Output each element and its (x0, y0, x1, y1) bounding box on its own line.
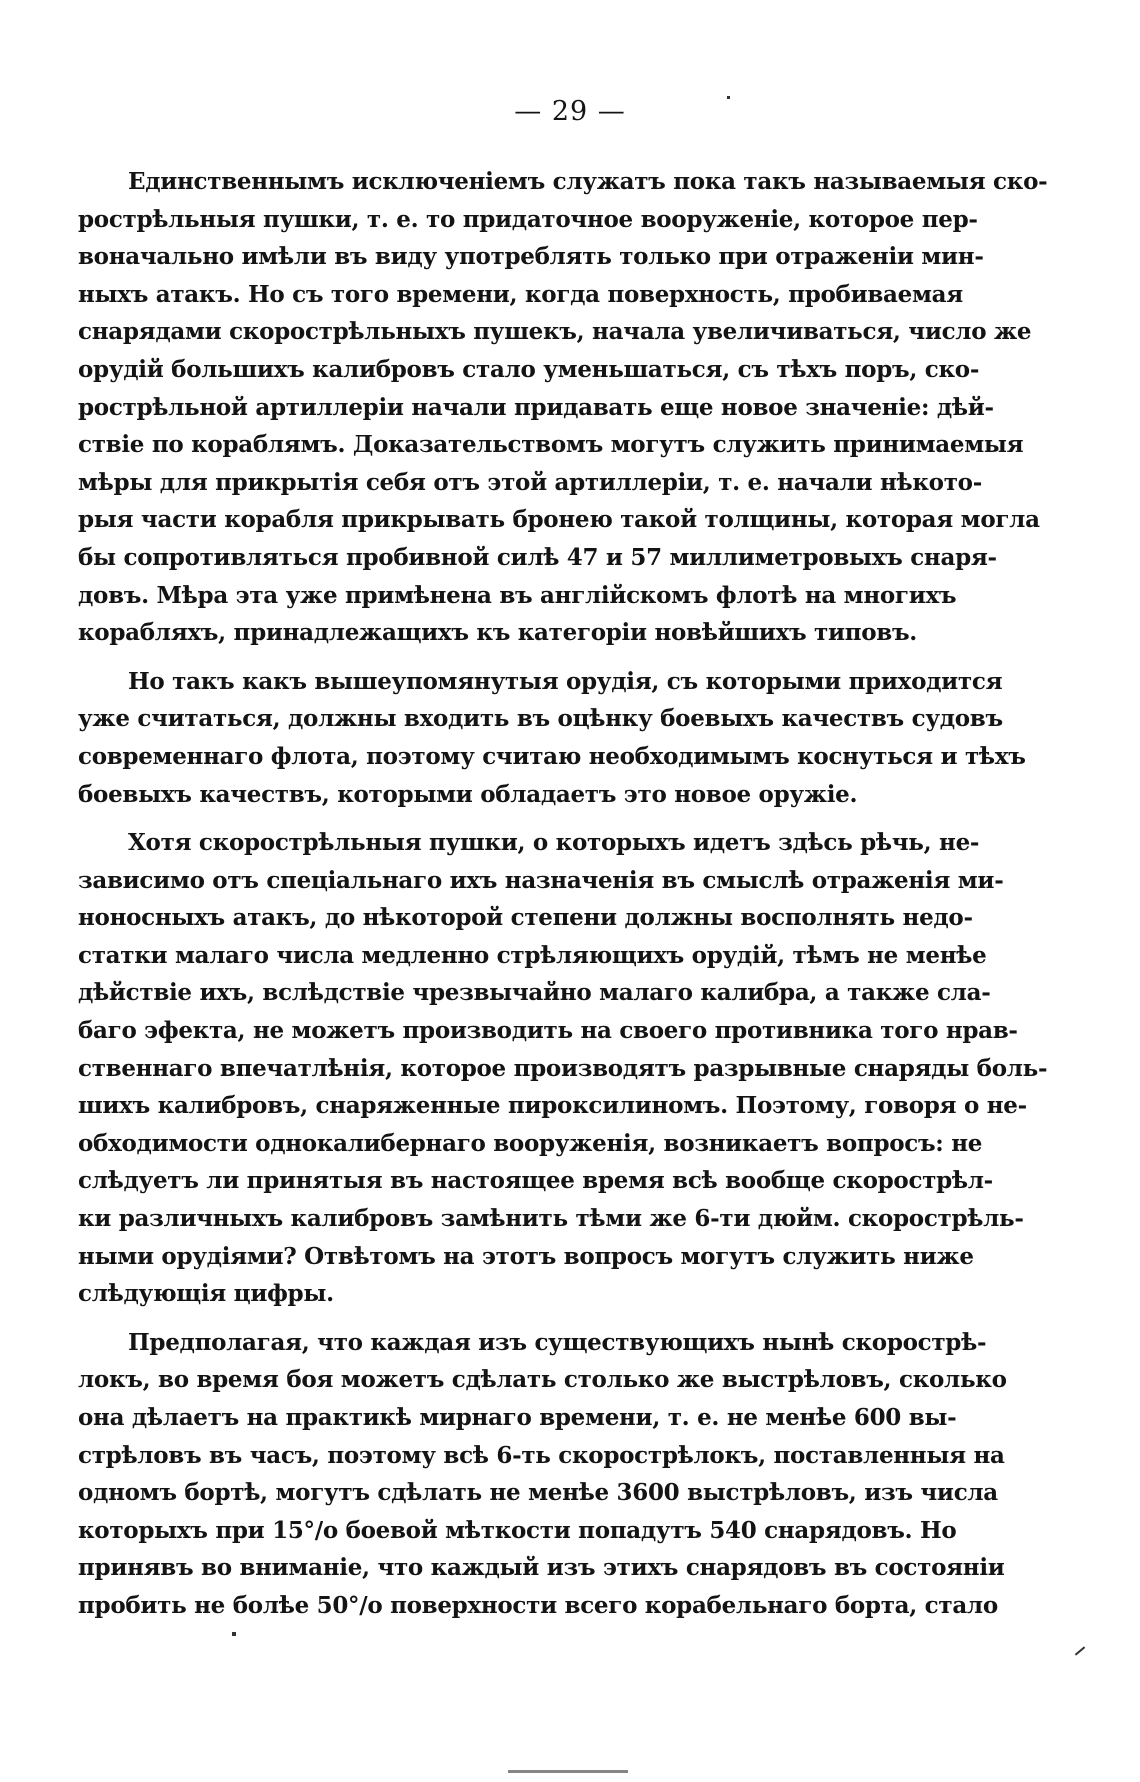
text-line: баго эфекта, не можетъ производить на своего противника того нрав- (78, 1017, 1018, 1045)
text-line: рострѣльныя пушки, т. е. то придаточное вооруженіе, которое пер- (78, 205, 978, 233)
text-line: орудій большихъ калибровъ стало уменьшаться, съ тѣхъ поръ, ско- (78, 355, 980, 383)
page-number: — 29 — (514, 96, 626, 127)
body-text (78, 163, 1048, 1636)
scan-speck (1075, 1646, 1085, 1655)
text-line: бы сопротивляться пробивной силѣ 47 и 57 миллиметровыхъ снаря- (78, 543, 997, 571)
text-line: боевыхъ качествъ, которыми обладаетъ это новое оружіе. (78, 780, 858, 808)
text-line: одномъ бортѣ, могутъ сдѣлать не менѣе 3600 выстрѣловъ, изъ числа (78, 1479, 998, 1507)
text-line: довъ. Мѣра эта уже примѣнена въ англійскомъ флотѣ на многихъ (78, 581, 957, 609)
paragraph (78, 663, 1026, 813)
text-line: снарядами скорострѣльныхъ пушекъ, начала увеличиваться, число же (78, 318, 1032, 346)
text-line: которыхъ при 15°/о боевой мѣткости попадутъ 540 снарядовъ. Но (78, 1516, 957, 1544)
text-line: пробить не болѣе 50°/о поверхности всего корабельнаго борта, стало (78, 1591, 998, 1619)
scan-speck (727, 96, 730, 99)
scan-speck (508, 1770, 628, 1773)
text-line: ныхъ атакъ. Но съ того времени, когда поверхность, пробиваемая (78, 280, 963, 308)
paragraph (78, 824, 1048, 1313)
text-line: ноносныхъ атакъ, до нѣкоторой степени должны восполнять недо- (78, 904, 973, 932)
text-line: Единственнымъ исключеніемъ служатъ пока такъ называемыя ско- (128, 168, 1048, 195)
paragraph (78, 163, 1048, 652)
text-line: принявъ во вниманіе, что каждый изъ этихъ снарядовъ въ состояніи (78, 1554, 1005, 1582)
text-line: ки различныхъ калибровъ замѣнить тѣми же 6-ти дюйм. скорострѣль- (78, 1205, 1024, 1233)
text-line: ственнаго впечатлѣнія, которое производятъ разрывные снаряды боль- (78, 1054, 1048, 1082)
text-line: мѣры для прикрытія себя отъ этой артиллеріи, т. е. начали нѣкото- (78, 468, 982, 496)
text-line: статки малаго числа медленно стрѣляющихъ орудій, тѣмъ не менѣе (78, 941, 987, 969)
text-line: дѣйствіе ихъ, вслѣдствіе чрезвычайно малаго калибра, а также сла- (78, 979, 991, 1007)
paragraph (78, 1324, 1007, 1625)
text-line: Предполагая, что каждая изъ существующихъ нынѣ скорострѣ- (128, 1328, 987, 1356)
text-line: ными орудіями? Отвѣтомъ на этотъ вопросъ могутъ служить ниже (78, 1242, 974, 1270)
text-line: Хотя скорострѣльныя пушки, о которыхъ идетъ здѣсь рѣчь, не- (128, 829, 980, 857)
text-line: локъ, во время боя можетъ сдѣлать столько же выстрѣловъ, сколько (78, 1366, 1007, 1394)
text-line: обходимости однокалибернаго вооруженія, возникаетъ вопросъ: не (78, 1129, 983, 1157)
scan-speck (232, 1632, 236, 1636)
text-line: слѣдуетъ ли принятыя въ настоящее время всѣ вообще скорострѣл- (78, 1167, 993, 1195)
text-line: рыя части корабля прикрывать бронею такой толщины, которая могла (78, 506, 1040, 534)
text-line: современнаго флота, поэтому считаю необходимымъ коснуться и тѣхъ (78, 742, 1026, 770)
text-line: шихъ калибровъ, снаряженные пироксилиномъ. Поэтому, говоря о не- (78, 1092, 1027, 1120)
text-line: она дѣлаетъ на практикѣ мирнаго времени, т. е. не менѣе 600 вы- (78, 1404, 957, 1431)
text-line: слѣдующія цифры. (78, 1280, 334, 1308)
text-line: ствіе по кораблямъ. Доказательствомъ могутъ служить принимаемыя (78, 431, 1024, 459)
text-line: стрѣловъ въ часъ, поэтому всѣ 6-ть скорострѣлокъ, поставленныя на (78, 1441, 1005, 1469)
text-line: корабляхъ, принадлежащихъ къ категоріи новѣйшихъ типовъ. (78, 619, 918, 647)
text-line: рострѣльной артиллеріи начали придавать еще новое значеніе: дѣй- (78, 393, 994, 421)
text-line: воначально имѣли въ виду употреблять только при отраженіи мин- (78, 243, 984, 271)
text-line: Но такъ какъ вышеупомянутыя орудія, съ которыми приходится (128, 667, 1003, 695)
text-line: уже считаться, должны входить въ оцѣнку боевыхъ качествъ судовъ (78, 705, 1003, 733)
text-line: зависимо отъ спеціальнаго ихъ назначенія въ смыслѣ отраженія ми- (78, 866, 1004, 894)
